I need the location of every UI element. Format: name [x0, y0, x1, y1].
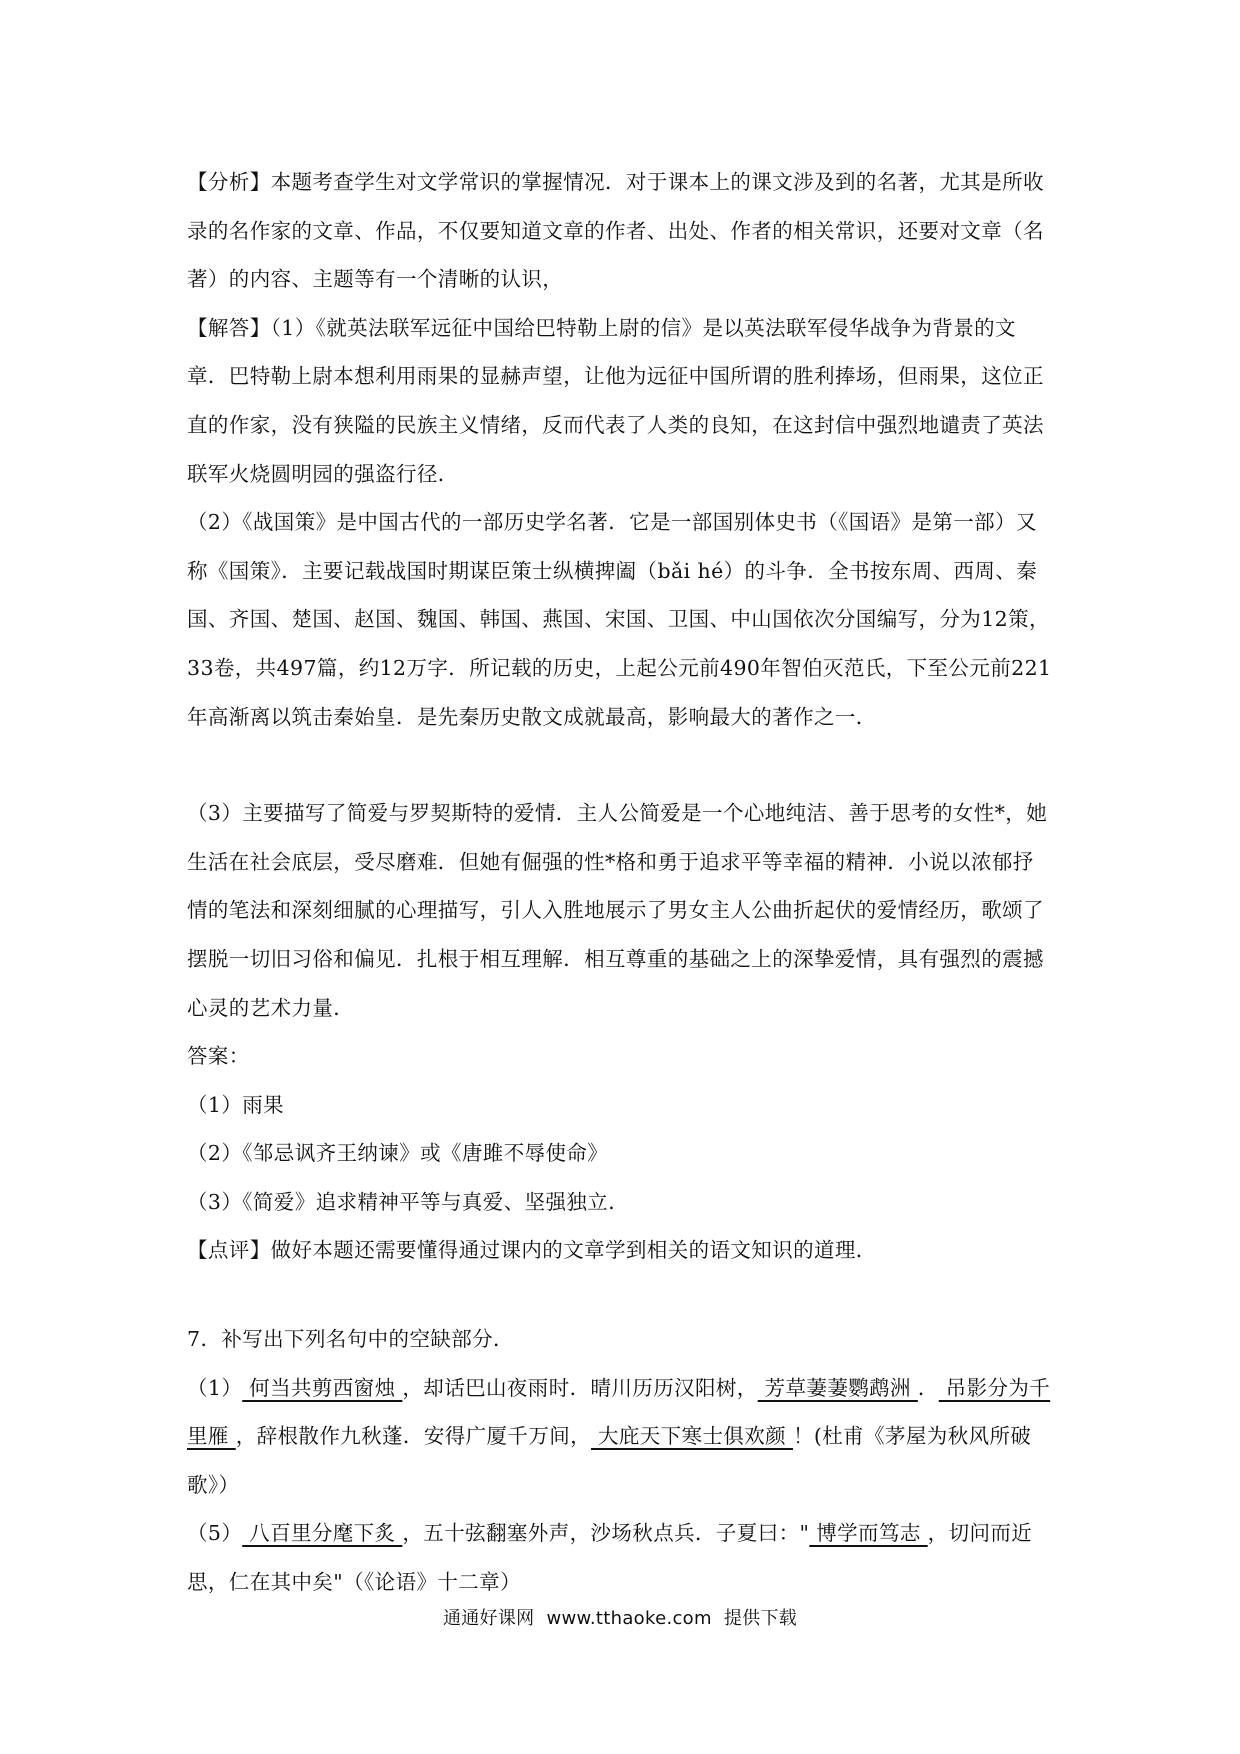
spacer — [187, 741, 1053, 789]
q1-text-4: ！(杜甫《茅屋为秋风所破歌》） — [187, 1424, 1032, 1497]
comment-text: 做好本题还需要懂得通过课内的文章学到相关的语文知识的道理． — [270, 1238, 877, 1263]
solution-label: 【解答】 — [187, 315, 271, 340]
page-content — [187, 158, 1053, 1607]
q1-text-1: ，却话巴山夜雨时．晴川历历汉阳树， — [402, 1375, 758, 1400]
solution-item-1-text: （1）《就英法联军远征中国给巴特勒上尉的信》是以英法联军侵华战争为背景的文章．巴特勒上尉本想利用雨果的显赫声望，让他为远征中国所谓的胜利捧场，但雨果，这位正直的作家，没有狭隘的民族主义情绪，反而代表了人类的良知，在这封信中强烈地谴责了英法联军火烧圆明园的强盗行径． — [187, 315, 1044, 486]
q5-text-2: ，切问而近思，仁在其中矣"（《论语》十二章） — [187, 1521, 1033, 1595]
q1-blank-3: 吊影分为千里雁 — [187, 1375, 1051, 1449]
q1-text-3: ，辞根散作九秋蓬．安得广厦千万间， — [235, 1424, 592, 1449]
answer-label: 答案： — [187, 1044, 250, 1069]
spacer — [187, 1275, 1053, 1315]
footer-url: www.tthaoke.com — [546, 1608, 712, 1629]
solution-item-3: （3）主要描写了简爱与罗契斯特的爱情．主人公简爱是一个心地纯洁、善于思考的女性*，她生活在社会底层，受尽磨难．但她有倔强的性*格和勇于追求平等幸福的精神．小说以浓郁抒情的笔法和深刻细腻的心理描写，引人入胜地展示了男女主人公曲折起伏的爱情经历，歌颂了摆脱一切旧习俗和偏见．扎根于相互理解．相互尊重的基础之上的深挚爱情，具有强烈的震撼心灵的艺术力量． — [187, 801, 1048, 1020]
question-7-title: 7．补写出下列名句中的空缺部分． — [187, 1327, 514, 1352]
analysis-paragraph — [187, 158, 1053, 304]
q1-blank-2: 芳草萋萋鹦鹉洲 — [757, 1375, 918, 1400]
answer-2: （2）《邹忌讽齐王纳谏》或《唐雎不辱使命》 — [187, 1141, 609, 1166]
q5-blank-2: 博学而笃志 — [809, 1521, 928, 1546]
answer-1: （1）雨果 — [187, 1092, 285, 1117]
comment-paragraph — [187, 1226, 1053, 1275]
solution-item-1 — [187, 304, 1053, 498]
footer-note: 提供下载 — [723, 1608, 798, 1629]
q1-blank-1: 何当共剪西窗烛 — [242, 1375, 403, 1400]
footer-site-name: 通通好课网 — [442, 1608, 535, 1629]
q5-blank-1: 八百里分麾下炙 — [242, 1521, 403, 1546]
analysis-label: 【分析】 — [187, 170, 271, 194]
q5-text-1: ，五十弦翻塞外声，沙场秋点兵．子夏曰：" — [402, 1521, 810, 1546]
q1-blank-4: 大庇天下寒士俱欢颜 — [591, 1424, 793, 1449]
q5-prefix: （5） — [187, 1521, 243, 1546]
question-7-part-5 — [187, 1509, 1053, 1606]
answer-3: （3）《简爱》追求精神平等与真爱、坚强独立． — [187, 1189, 630, 1214]
page-footer — [0, 1604, 1240, 1630]
question-7-part-1 — [187, 1364, 1053, 1510]
comment-label: 【点评】 — [187, 1238, 271, 1263]
q1-text-2: ． — [917, 1375, 939, 1400]
solution-item-2: （2）《战国策》是中国古代的一部历史学名著．它是一部国别体史书（《国语》是第一部）又称《国策》．主要记载战国时期谋臣策士纵横捭阖（bǎi hé）的斗争．全书按东周、西周、秦国、齐国、楚国、赵国、魏国、韩国、燕国、宋国、卫国、中山国依次分国编写，分为12策，33卷，共497篇，约12万字．所记载的历史，上起公元前490年智伯灭范氏，下至公元前221年高渐离以筑击秦始皇．是先秦历史散文成就最高，影响最大的著作之一． — [187, 510, 1052, 729]
q1-prefix: （1） — [187, 1375, 243, 1400]
analysis-text: 本题考查学生对文学常识的掌握情况．对于课本上的课文涉及到的名著，尤其是所收录的名作家的文章、作品，不仅要知道文章的作者、出处、作者的相关常识，还要对文章（名著）的内容、主题等有一个清晰的认识， — [187, 170, 1044, 292]
